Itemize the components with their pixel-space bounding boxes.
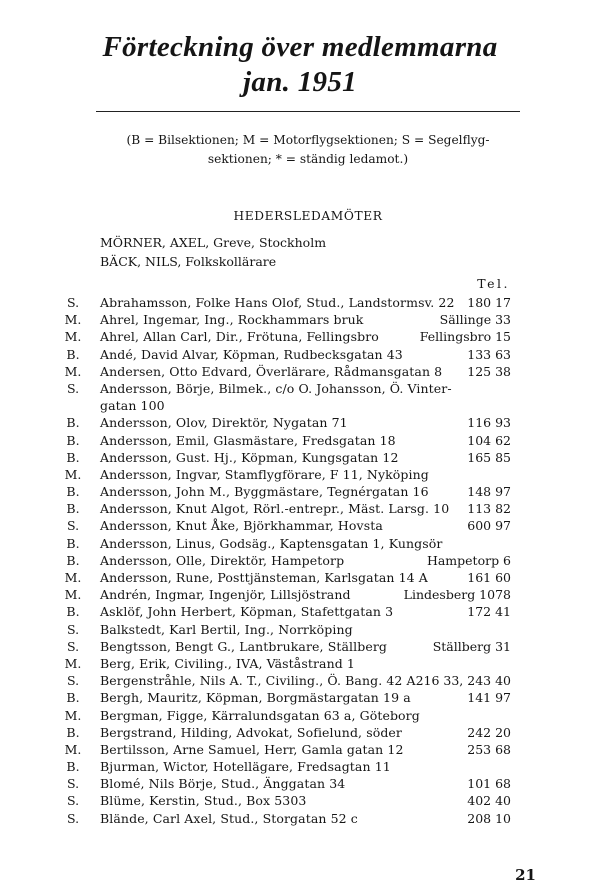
member-entry: Ahrel, Allan Carl, Dir., Frötuna, Fellingsbro (100, 329, 379, 345)
member-entry: Bertilsson, Arne Samuel, Herr, Gamla gatan 12 (100, 741, 404, 757)
section-code: M. (64, 570, 82, 585)
member-entry: Bergenstråhle, Nils A. T., Civiling., Ö. Bang. 42 A (100, 673, 416, 689)
telephone-number: 216 33, 243 40 (415, 673, 511, 689)
section-code: S. (66, 810, 80, 826)
member-entry: Andersson, Olle, Direktör, Hampetorp (100, 552, 345, 568)
member-row (0, 432, 600, 449)
member-entry: Andersson, Knut Åke, Björkhammar, Hovsta (100, 518, 383, 534)
member-entry: Bergman, Figge, Kärralundsgatan 63 a, Göteborg (100, 707, 420, 723)
telephone-number: 161 60 (467, 570, 511, 585)
member-row (0, 346, 600, 363)
telephone-number: 113 82 (467, 501, 511, 517)
section-code: S. (66, 673, 80, 689)
telephone-number: 402 40 (467, 793, 511, 809)
telephone-number: 133 63 (467, 346, 511, 362)
telephone-number: Hampetorp 6 (426, 552, 511, 568)
member-entry: Andersson, Ingvar, Stamflygförare, F 11, Nyköping (100, 466, 429, 482)
section-code: M. (64, 312, 82, 328)
telephone-number: Sällinge 33 (439, 312, 511, 328)
section-code: S. (66, 295, 80, 310)
member-entry: Blüme, Kerstin, Stud., Box 5303 (100, 793, 307, 809)
member-row (0, 414, 600, 431)
honorary-members-list (100, 234, 326, 271)
member-row (0, 638, 600, 655)
section-code: B. (66, 501, 80, 517)
member-row (0, 569, 600, 586)
telephone-number: 208 10 (467, 810, 511, 826)
member-row (0, 603, 600, 620)
page-title: Förteckning över medlemmarna (102, 31, 498, 63)
section-code: S. (66, 518, 80, 534)
member-entry: Bergstrand, Hilding, Advokat, Sofielund, söder (100, 724, 403, 740)
section-code: B. (66, 759, 80, 775)
member-entry: Asklöf, John Herbert, Köpman, Stafettgatan 3 (100, 604, 394, 620)
member-row (0, 363, 600, 380)
member-entry: Andersson, Emil, Glasmästare, Fredsgatan 18 (100, 432, 396, 448)
member-row (0, 707, 600, 724)
member-entry: Andersson, Olov, Direktör, Nygatan 71 (100, 415, 348, 431)
section-code: B. (66, 535, 80, 551)
member-entry: Bengtsson, Bengt G., Lantbrukare, Ställberg (100, 638, 388, 654)
member-row (0, 500, 600, 517)
member-entry: Andrén, Ingmar, Ingenjör, Lillsjöstrand (100, 587, 351, 603)
member-entry: Bjurman, Wictor, Hotellägare, Fredsagtan 11 (100, 759, 391, 775)
section-code: S. (66, 638, 80, 654)
member-entry: Andersson, Gust. Hj., Köpman, Kungsgatan 12 (100, 449, 399, 465)
telephone-column-header: Tel. (477, 276, 510, 291)
section-code: B. (66, 415, 80, 431)
member-entry: gatan 100 (100, 398, 165, 414)
member-entry: Andé, David Alvar, Köpman, Rudbecksgatan 43 (100, 346, 403, 362)
section-code: B. (66, 552, 80, 568)
telephone-number: Fellingsbro 15 (419, 329, 511, 345)
member-entry: Blände, Carl Axel, Stud., Storgatan 52 c (100, 810, 358, 826)
telephone-number: 141 97 (467, 690, 511, 706)
member-row (0, 758, 600, 775)
title-divider (96, 111, 520, 112)
section-legend (96, 131, 520, 169)
telephone-number: 116 93 (467, 415, 511, 431)
section-code: B. (66, 484, 80, 500)
member-row (0, 621, 600, 638)
member-entry: Andersson, John M., Byggmästare, Tegnérgatan 16 (100, 484, 429, 500)
member-row (0, 552, 600, 569)
member-row (0, 586, 600, 603)
section-code: S. (66, 776, 80, 792)
member-row (0, 810, 600, 827)
telephone-number: 104 62 (467, 432, 511, 448)
section-code: B. (66, 449, 80, 465)
member-row (0, 724, 600, 741)
member-entry: Andersson, Börje, Bilmek., c/o O. Johansson, Ö. Vinter- (100, 380, 452, 396)
member-row (0, 741, 600, 758)
member-row (0, 328, 600, 345)
telephone-number: 253 68 (467, 741, 511, 757)
telephone-number: 180 17 (467, 295, 511, 310)
section-code: M. (64, 329, 82, 345)
member-row (0, 655, 600, 672)
section-code: B. (66, 724, 80, 740)
section-code: B. (66, 432, 80, 448)
telephone-number: 148 97 (467, 484, 511, 500)
page-number: 21 (515, 866, 536, 884)
section-code: S. (66, 621, 80, 637)
member-entry: Blomé, Nils Börje, Stud., Änggatan 34 (100, 776, 346, 792)
member-row (0, 535, 600, 552)
section-code: B. (66, 346, 80, 362)
legend-line-1: (B = Bilsektionen; M = Motorflygsektionen; S = Segelflyg- (126, 133, 490, 147)
telephone-number: 101 68 (467, 776, 511, 792)
member-entry: Ahrel, Ingemar, Ing., Rockhammars bruk (100, 312, 364, 328)
telephone-number: 242 20 (467, 724, 511, 740)
member-entry: Balkstedt, Karl Bertil, Ing., Norrköping (100, 621, 353, 637)
member-row (0, 449, 600, 466)
member-row (0, 672, 600, 689)
honorary-heading: HEDERSLEDAMÖTER (233, 209, 383, 223)
telephone-number: Ställberg 31 (432, 638, 511, 654)
member-entry: Berg, Erik, Civiling., IVA, Väståstrand 1 (100, 655, 355, 671)
telephone-number: Lindesberg 1078 (403, 587, 511, 603)
telephone-number: 125 38 (467, 363, 511, 379)
member-row (0, 792, 600, 809)
member-row (0, 483, 600, 500)
member-row (0, 397, 600, 414)
telephone-number: 165 85 (467, 449, 511, 465)
section-code: B. (66, 690, 80, 706)
section-code: B. (66, 604, 80, 620)
member-row (0, 466, 600, 483)
member-row (0, 294, 600, 311)
section-code: M. (64, 587, 82, 603)
telephone-number: 600 97 (467, 518, 511, 534)
section-code: S. (66, 793, 80, 809)
member-row (0, 380, 600, 397)
member-row (0, 311, 600, 328)
page-subtitle-date: jan. 1951 (243, 66, 357, 98)
member-entry: Andersen, Otto Edvard, Överlärare, Rådmansgatan 8 (100, 363, 443, 379)
section-code: M. (64, 741, 82, 757)
member-entry: Bergh, Mauritz, Köpman, Borgmästargatan 19 a (100, 690, 411, 706)
section-code: M. (64, 707, 82, 723)
member-row (0, 517, 600, 534)
member-entry: Abrahamsson, Folke Hans Olof, Stud., Landstormsv. 22 (100, 295, 455, 310)
legend-line-2: sektionen; * = ständig ledamot.) (207, 152, 409, 166)
section-code: M. (64, 655, 82, 671)
member-row (0, 775, 600, 792)
honorary-member: BÄCK, NILS, Folkskollärare (100, 253, 277, 269)
section-code: M. (64, 363, 82, 379)
honorary-member: MÖRNER, AXEL, Greve, Stockholm (100, 235, 327, 250)
member-entry: Andersson, Knut Algot, Rörl.-entrepr., Mäst. Larsg. 10 (100, 501, 450, 517)
member-row (0, 689, 600, 706)
member-list (0, 294, 600, 827)
member-entry: Andersson, Linus, Godsäg., Kaptensgatan 1, Kungsör (100, 535, 443, 551)
section-code: S. (66, 380, 80, 396)
section-code: M. (64, 466, 82, 482)
telephone-number: 172 41 (467, 604, 511, 620)
member-entry: Andersson, Rune, Posttjänsteman, Karlsgatan 14 A (100, 570, 428, 585)
